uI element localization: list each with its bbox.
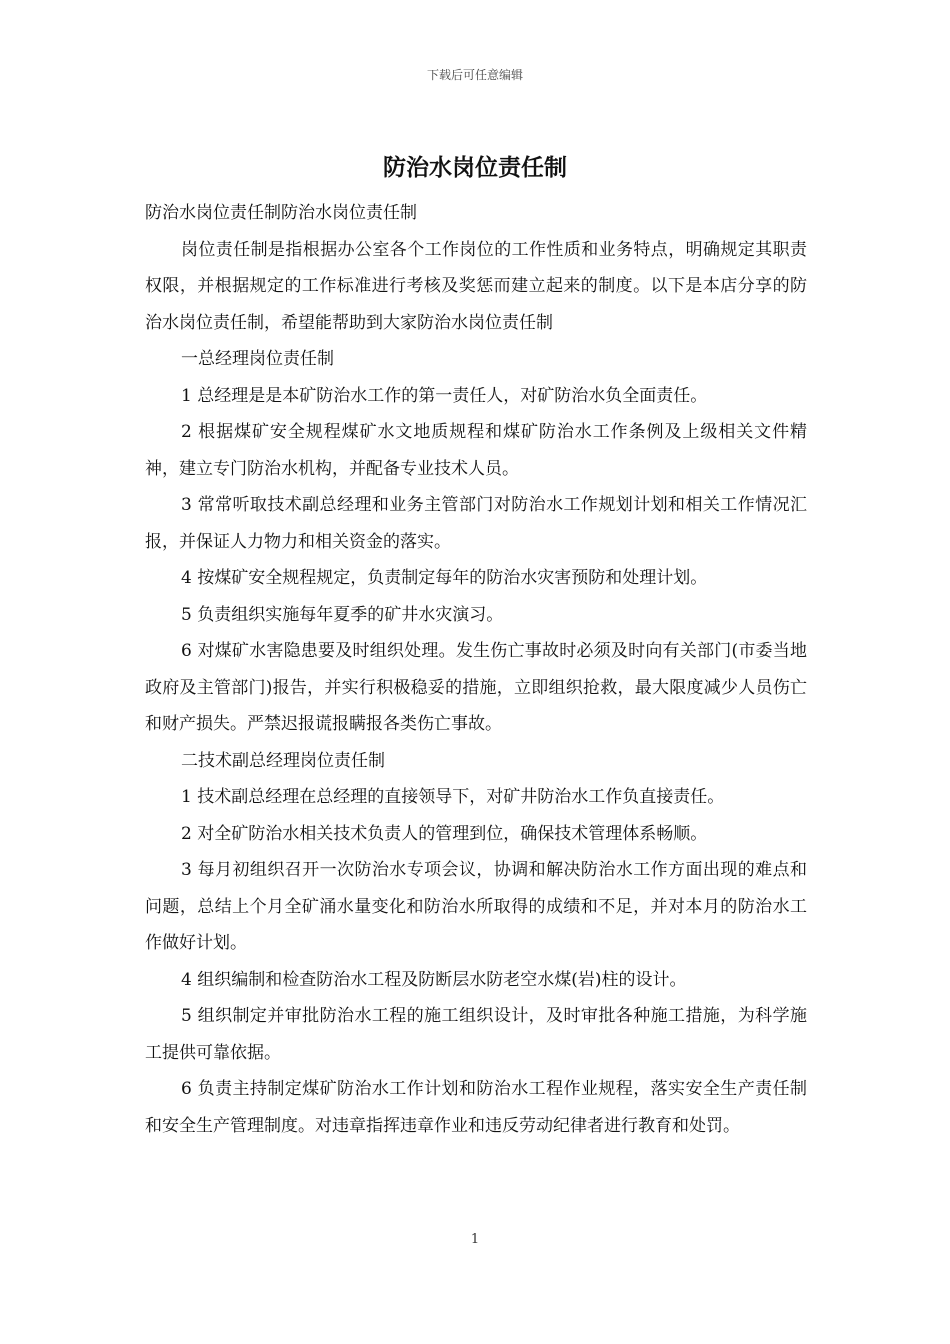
intro-paragraph: 岗位责任制是指根据办公室各个工作岗位的工作性质和业务特点，明确规定其职责权限，并根据规定的工作标准进行考核及奖惩而建立起来的制度。以下是本店分享的防治水岗位责任制，希望能帮助到大家防治水岗位责任制 (145, 239, 807, 333)
list-item: 3 常常听取技术副总经理和业务主管部门对防治水工作规划计划和相关工作情况汇报，并保证人力物力和相关资金的落实。 (145, 495, 807, 552)
list-item: 5 组织制定并审批防治水工程的施工组织设计，及时审批各种施工措施，为科学施工提供可靠依据。 (145, 1006, 807, 1063)
list-item: 4 组织编制和检查防治水工程及防断层水防老空水煤(岩)柱的设计。 (181, 969, 687, 990)
list-item: 6 对煤矿水害隐患要及时组织处理。发生伤亡事故时必须及时向有关部门(市委当地政府及主管部门)报告，并实行积极稳妥的措施，立即组织抢救，最大限度减少人员伤亡和财产损失。严禁迟报谎报瞒报各类伤亡事故。 (145, 641, 807, 734)
subtitle-line: 防治水岗位责任制防治水岗位责任制 (145, 203, 417, 223)
list-item: 4 按煤矿安全规程规定，负责制定每年的防治水灾害预防和处理计划。 (181, 568, 708, 588)
document-body (145, 195, 807, 1144)
document-title: 防治水岗位责任制 (383, 155, 567, 181)
section-heading-technical-deputy: 二技术副总经理岗位责任制 (181, 750, 385, 771)
list-item: 1 技术副总经理在总经理的直接领导下，对矿井防治水工作负直接责任。 (181, 787, 725, 807)
page-header-note: 下载后可任意编辑 (426, 68, 523, 82)
list-item: 5 负责组织实施每年夏季的矿井水灾演习。 (181, 604, 504, 625)
section-heading-general-manager: 一总经理岗位责任制 (181, 349, 334, 369)
list-item: 6 负责主持制定煤矿防治水工作计划和防治水工程作业规程，落实安全生产责任制和安全生产管理制度。对违章指挥违章作业和违反劳动纪律者进行教育和处罚。 (145, 1079, 807, 1136)
list-item: 3 每月初组织召开一次防治水专项会议，协调和解决防治水工作方面出现的难点和问题，总结上个月全矿涌水量变化和防治水所取得的成绩和不足，并对本月的防治水工作做好计划。 (145, 860, 807, 953)
list-item: 1 总经理是是本矿防治水工作的第一责任人，对矿防治水负全面责任。 (181, 385, 708, 406)
page-number: 1 (470, 1232, 480, 1247)
list-item: 2 对全矿防治水相关技术负责人的管理到位，确保技术管理体系畅顺。 (181, 823, 708, 844)
list-item: 2 根据煤矿安全规程煤矿水文地质规程和煤矿防治水工作条例及上级相关文件精神，建立专门防治水机构，并配备专业技术人员。 (145, 422, 807, 479)
